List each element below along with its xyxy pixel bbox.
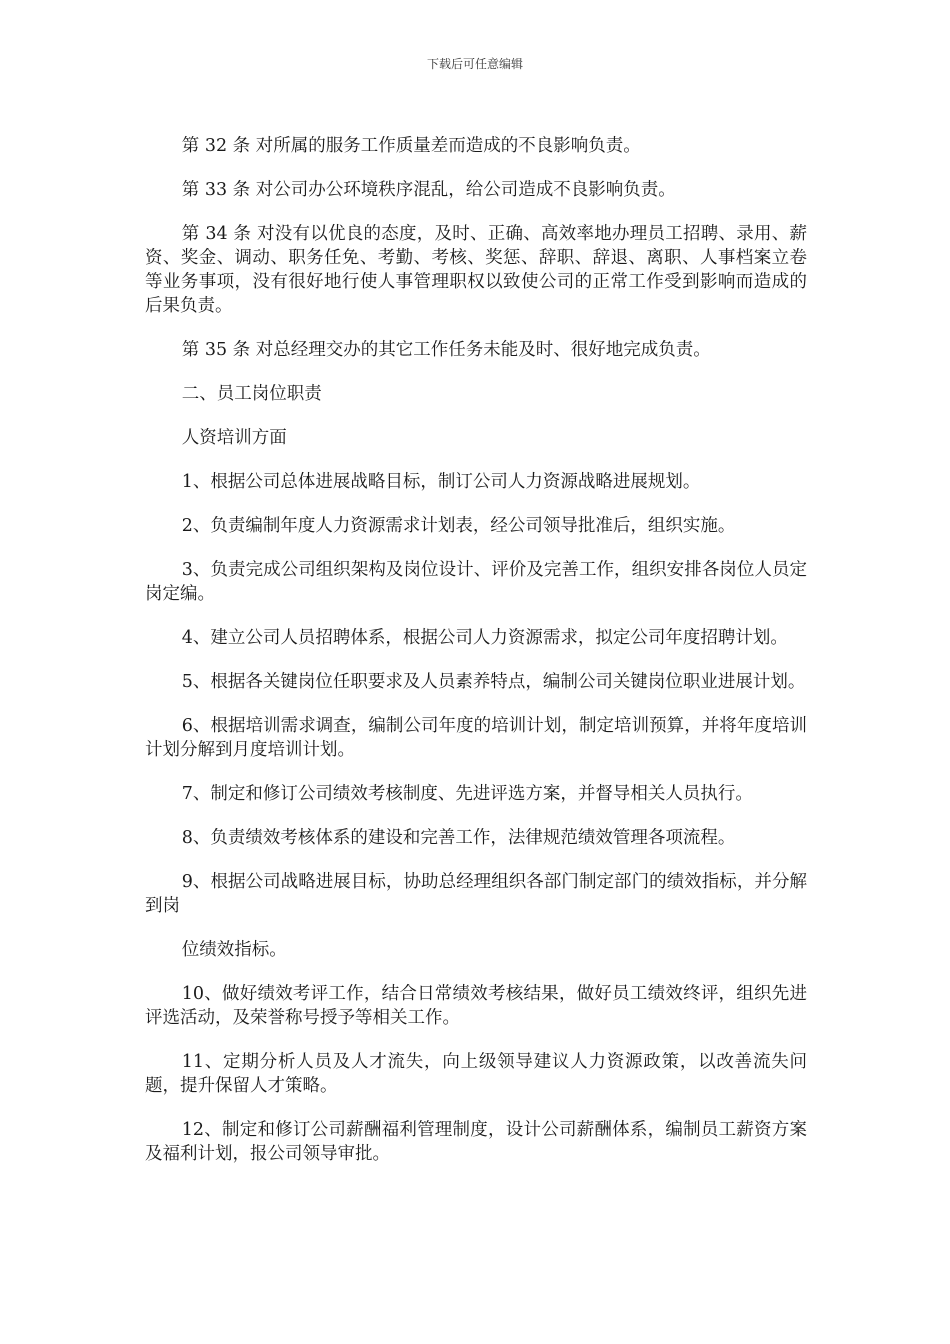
list-item-1: 1、根据公司总体进展战略目标，制订公司人力资源战略进展规划。: [181, 472, 701, 492]
paragraph-article-34: 第 34 条 对没有以优良的态度，及时、正确、高效率地办理员工招聘、录用、薪资、奖金、调动、职务任免、考勤、考核、奖惩、辞职、辞退、离职、人事档案立卷等业务事项，没有很好地行使人事管理职权以致使公司的正常工作受到影响而造成的后果负责。: [145, 224, 807, 316]
page-header-note: 下载后可任意编辑: [426, 57, 523, 71]
list-item-5: 5、根据各关键岗位任职要求及人员素养特点，编制公司关键岗位职业进展计划。: [181, 672, 806, 692]
list-item-11: 11、定期分析人员及人才流失，向上级领导建议人力资源政策，以改善流失问题，提升保留人才策略。: [145, 1052, 807, 1096]
list-item-3: 3、负责完成公司组织架构及岗位设计、评价及完善工作，组织安排各岗位人员定岗定编。: [145, 560, 807, 604]
list-item-7: 7、制定和修订公司绩效考核制度、先进评选方案，并督导相关人员执行。: [181, 784, 753, 804]
list-item-6: 6、根据培训需求调查，编制公司年度的培训计划，制定培训预算，并将年度培训计划分解到月度培训计划。: [145, 716, 807, 760]
list-item-4: 4、建立公司人员招聘体系，根据公司人力资源需求，拟定公司年度招聘计划。: [181, 628, 788, 648]
list-item-12: 12、制定和修订公司薪酬福利管理制度，设计公司薪酬体系，编制员工薪资方案及福利计划，报公司领导审批。: [145, 1120, 807, 1164]
document-body: [145, 134, 807, 1186]
subsection-heading-training: 人资培训方面: [181, 428, 287, 448]
paragraph-article-33: 第 33 条 对公司办公环境秩序混乱，给公司造成不良影响负责。: [181, 180, 676, 200]
list-item-2: 2、负责编制年度人力资源需求计划表，经公司领导批准后，组织实施。: [181, 516, 736, 536]
paragraph-article-35: 第 35 条 对总经理交办的其它工作任务未能及时、很好地完成负责。: [181, 340, 711, 360]
list-item-9-continued: 位绩效指标。: [181, 940, 287, 960]
list-item-8: 8、负责绩效考核体系的建设和完善工作，法律规范绩效管理各项流程。: [181, 828, 736, 848]
section-heading-duties: 二、员工岗位职责: [181, 384, 322, 404]
list-item-10: 10、做好绩效考评工作，结合日常绩效考核结果，做好员工绩效终评，组织先进评选活动，及荣誉称号授予等相关工作。: [145, 984, 807, 1028]
paragraph-article-32: 第 32 条 对所属的服务工作质量差而造成的不良影响负责。: [181, 136, 641, 156]
list-item-9: 9、根据公司战略进展目标，协助总经理组织各部门制定部门的绩效指标，并分解到岗: [145, 872, 807, 916]
